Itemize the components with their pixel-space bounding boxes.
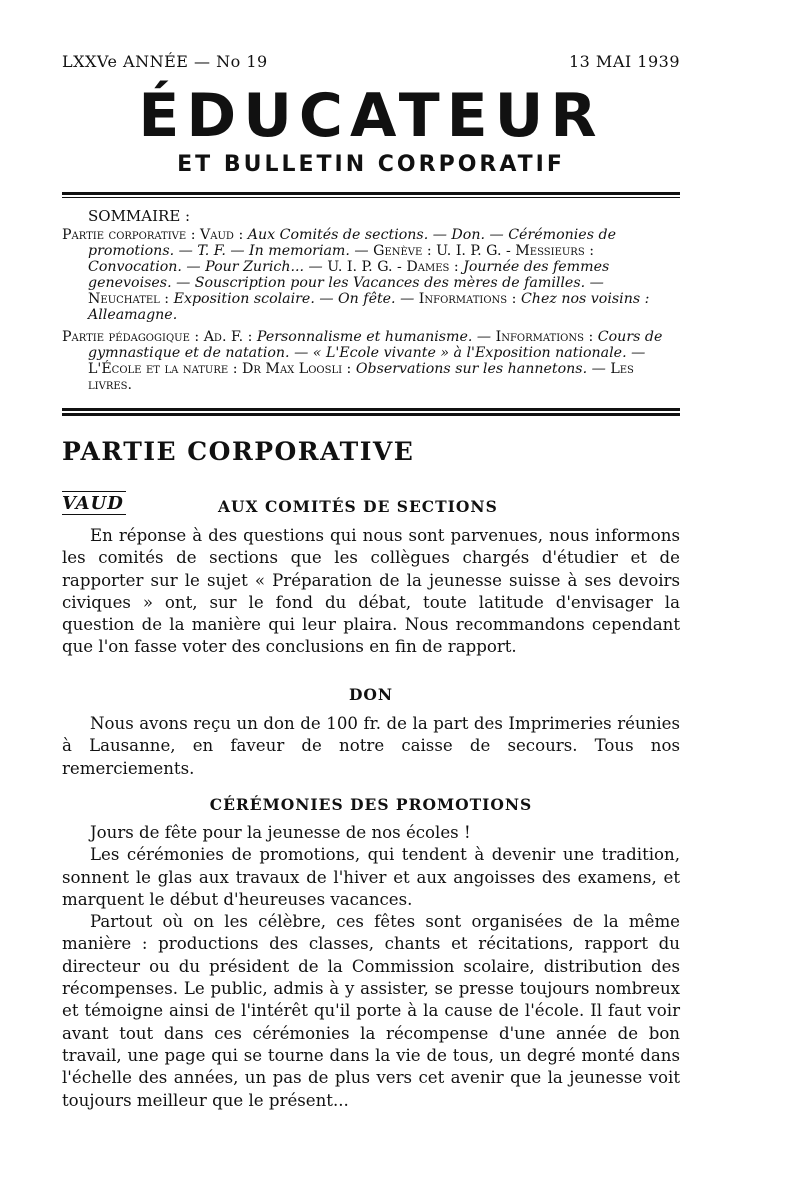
article-heading-don: DON [348, 685, 394, 704]
summary-items: Observations sur les hannetons. — [355, 361, 606, 377]
summary-corporative [62, 227, 680, 323]
summary-author: Dr Max Loosli : [242, 361, 352, 377]
summary-label: SOMMAIRE : [88, 207, 191, 225]
summary-items: Chez nos voisins : Alleamagne. [88, 291, 650, 323]
canton-label: VAUD [62, 493, 124, 514]
article-heading-ceremonies: CÉRÉMONIES DES PROMOTIONS [209, 795, 533, 814]
table-of-contents [62, 208, 680, 393]
summary-section: L'École et la nature : [88, 361, 238, 377]
article-paragraph: En réponse à des questions qui nous sont parvenues, nous informons les comités de sections que les collègues chargés d'étudier et de rapporter sur le sujet « Préparation de la jeunesse suisse à ses devoirs civiques » ont, sur le fond du débat, toute latitude d'envisager la question de la manière qui leur plaira. Nous recommandons cependant que l'on fasse voter des conclusions en fin de rapport. [62, 526, 680, 657]
summary-section: U. I. P. G. - Messieurs : [436, 243, 594, 259]
summary-rule [62, 408, 680, 411]
summary-part-head: Partie pédagogique : [62, 329, 200, 345]
summary-canton: Genève : [373, 243, 432, 259]
journal-title: ÉDUCATEUR [138, 81, 604, 151]
article-paragraph: Partout où on les célèbre, ces fêtes sont organisées de la même manière : productions des classes, chants et récitations, rapport du directeur ou du président de la Commission scolaire, distribution des récompenses. Le public, admis à y assister, se presse toujours nombreux et témoigne ainsi de l'intérêt qu'il porte à la cause de l'école. Il faut voir avant tout dans ces cérémonies la récompense d'une année de bon travail, une page qui se tourne dans la vie de tous, un degré monté dans l'échelle des années, un pas de plus vers cet avenir que la jeunesse voit toujours meilleur que le présent... [62, 912, 680, 1110]
summary-items: Journée des femmes genevoises. — Souscription pour les Vacances des mères de familles. — [88, 259, 610, 291]
summary-section: U. I. P. G. - Dames : [327, 259, 459, 275]
article-ceremonies [62, 822, 680, 1112]
summary-section: Les livres. [88, 361, 634, 393]
summary-author: Ad. F. : [203, 329, 253, 345]
summary-items: Aux Comités de sections. — Don. — Cérémonies de promotions. — T. F. — In memoriam. — [88, 227, 616, 259]
summary-items: Personnalisme et humanisme. — [256, 329, 492, 345]
summary-pedagogique [62, 329, 680, 393]
issue-line [62, 52, 680, 71]
issue-number: LXXVe ANNÉE — No 19 [62, 52, 268, 71]
summary-items: Convocation. — Pour Zurich... — [88, 259, 323, 275]
journal-subtitle: ET BULLETIN CORPORATIF [177, 152, 565, 177]
summary-canton: Neuchatel : [88, 291, 170, 307]
section-title: PARTIE CORPORATIVE [62, 437, 415, 466]
article-comites [62, 525, 680, 659]
issue-date: 13 MAI 1939 [568, 52, 680, 71]
article-don [62, 713, 680, 780]
summary-items: Exposition scolaire. — On fête. — [173, 291, 415, 307]
article-paragraph: Les cérémonies de promotions, qui tendent à devenir une tradition, sonnent le glas aux travaux de l'hiver et aux angoisses des examens, et marquent le début d'heureuses vacances. [62, 845, 680, 909]
article-paragraph: Nous avons reçu un don de 100 fr. de la part des Imprimeries réunies à Lausanne, en faveur de notre caisse de secours. Tous nos remerciements. [62, 714, 680, 778]
header-rule-thin [62, 197, 680, 198]
article-heading-comites: AUX COMITÉS DE SECTIONS [218, 497, 498, 516]
summary-canton: Vaud : [200, 227, 244, 243]
summary-section: Informations : [418, 291, 517, 307]
header-rule [62, 192, 680, 195]
summary-part-head: Partie corporative : [62, 227, 196, 243]
summary-section: Informations : [495, 329, 594, 345]
summary-items: Cours de gymnastique et de natation. — « L'Ecole vivante » à l'Exposition nationale. — [88, 329, 663, 361]
summary-rule-2 [62, 413, 680, 416]
article-paragraph: Jours de fête pour la jeunesse de nos écoles ! [90, 823, 471, 842]
